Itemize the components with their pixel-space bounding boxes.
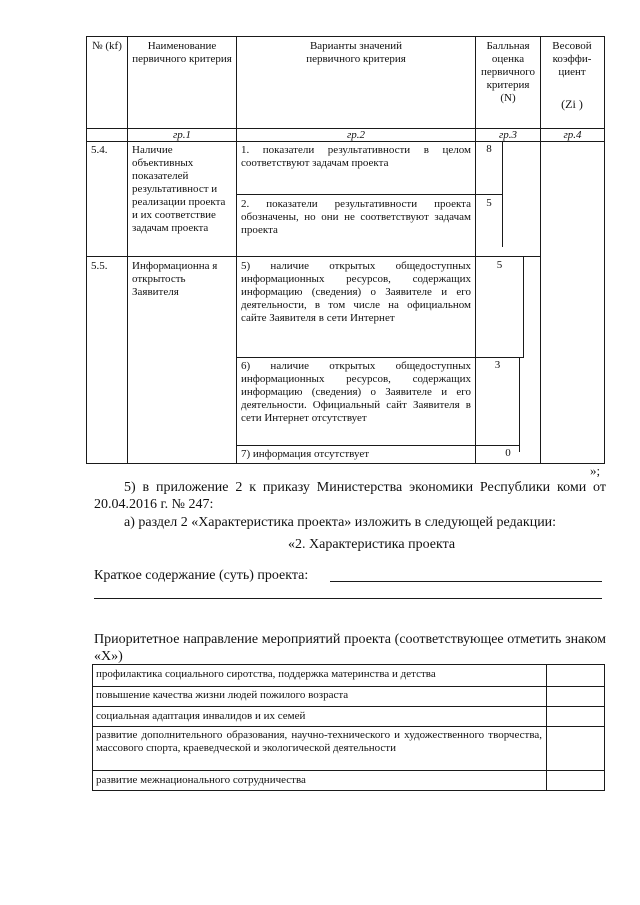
priority-mark-cell[interactable] [547,771,604,790]
header-weight-symbol: (Zi ) [561,97,583,111]
option-score: 3 [494,359,501,371]
priority-row: развитие дополнительного образования, научно-технического и художественного творчества, массового спорта, краеведческой и экологической деятельности [96,729,542,754]
priority-row: повышение качества жизни людей пожилого возраста [96,689,349,701]
paragraph-item-a: а) раздел 2 «Характеристика проекта» изложить в следующей редакции: [124,515,557,530]
group-label-4: гр.4 [563,129,582,141]
priority-row: профилактика социального сиротства, поддержка материнства и детства [96,668,436,680]
criterion-option: 2. показатели результативности проекта обозначены, но они не соответствуют задачам проекта [241,198,471,236]
criterion-name: Наличие объективных показателей результативност и реализации проекта и их соответствие задачам проекта [132,144,226,234]
summary-input-line [330,581,602,582]
header-variants: Варианты значений первичного критерия [306,40,406,65]
priority-mark-cell[interactable] [547,727,604,770]
priority-row: социальная адаптация инвалидов и их семей [96,710,306,722]
summary-input-line [94,598,602,599]
header-score: Балльная оценка первичного критерия (N) [480,40,535,104]
option-score: 8 [486,143,492,155]
summary-label: Краткое содержание (суть) проекта: [94,568,309,583]
criterion-option: 7) информация отсутствует [241,448,370,460]
priority-mark-cell[interactable] [547,707,604,726]
priority-mark-cell[interactable] [547,687,604,706]
row-number: 5.4. [91,144,108,156]
section-title: «2. Характеристика проекта [288,537,456,552]
option-score: 0 [505,447,511,459]
row-number: 5.5. [91,260,108,272]
priority-mark-cell[interactable] [547,665,604,686]
option-score: 5 [496,259,503,271]
criterion-name: Информационна я открытость Заявителя [132,260,218,298]
group-label-1: гр.1 [172,129,192,141]
criterion-option: 1. показатели результативности в целом соответствуют задачам проекта [241,144,471,169]
criterion-option: 6) наличие открытых общедоступных информационных ресурсов, содержащих информацию (сведения) о Заявителе и его деятельности. Официальный сайт Заявителя в сети Интернет отсутствует [241,360,471,424]
priority-row: развитие межнационального сотрудничества [96,774,306,786]
paragraph-item-5: 5) в приложение 2 к приказу Министерства экономики Республики коми от 20.04.2016 г. № 247: [94,480,606,512]
criterion-option: 5) наличие открытых общедоступных информационных ресурсов, содержащих информацию (сведения) о Заявителе и его деятельности, в том числе на официальном сайте Заявителя в сети Интернет [241,260,471,324]
table-closing-quote: »; [590,463,601,478]
priority-intro: Приоритетное направление мероприятий проекта (соответствующее отметить знаком «Х») [94,632,606,664]
header-num: № (kf) [92,40,122,52]
header-name: Наименование первичного критерия [132,40,232,65]
option-score: 5 [486,197,492,209]
header-weight: Весовой коэффи- циент [552,40,592,78]
group-label-3: гр.3 [498,129,518,141]
group-label-2: гр.2 [346,129,366,141]
